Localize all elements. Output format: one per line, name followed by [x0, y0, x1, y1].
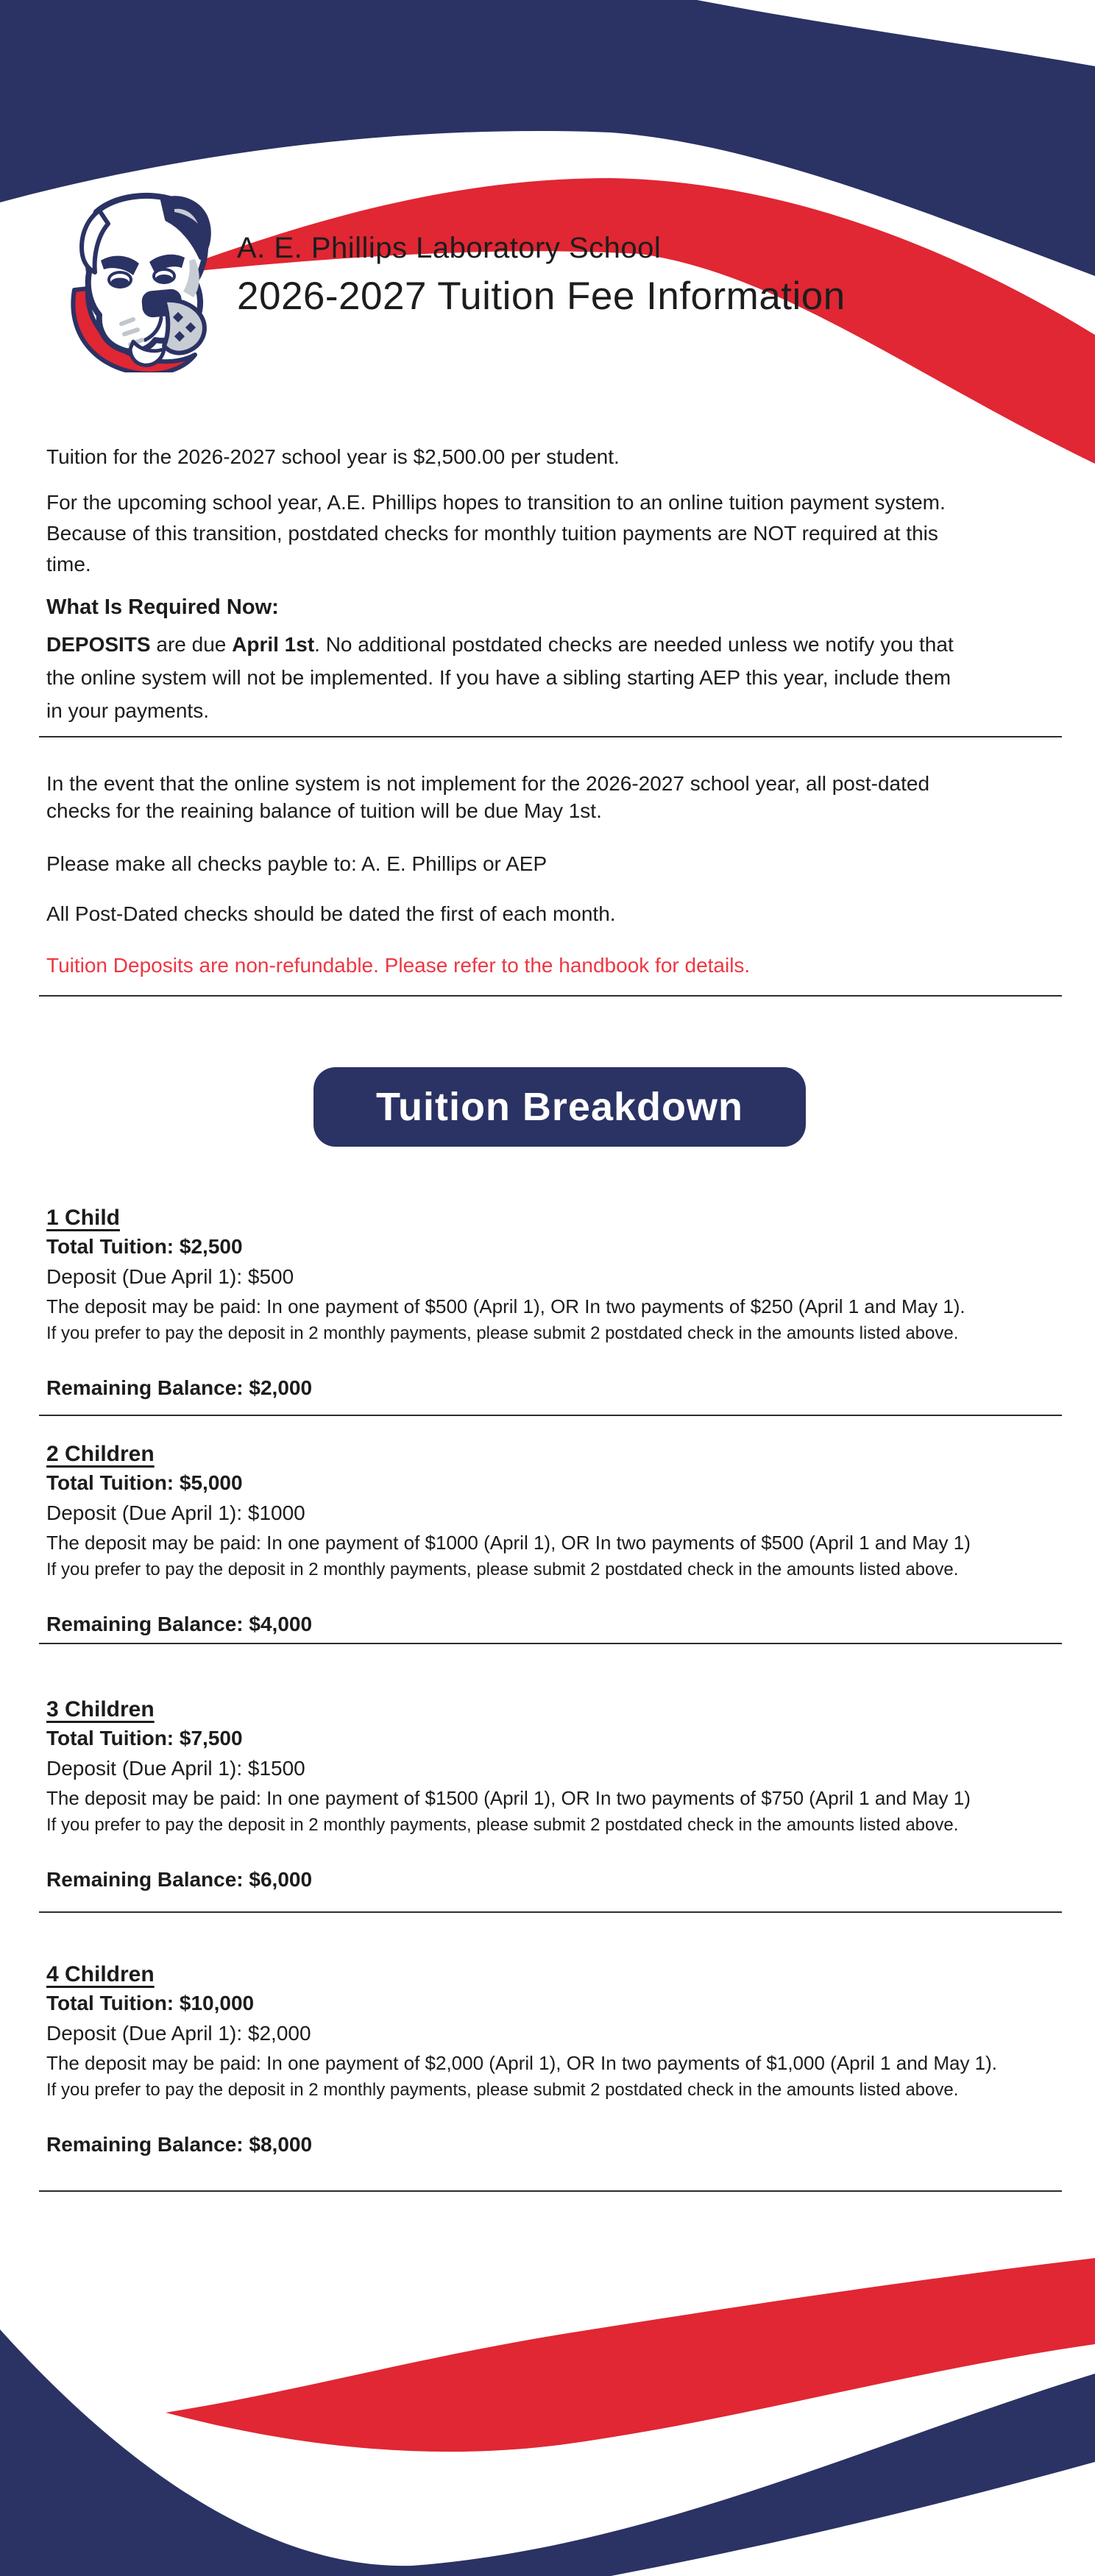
- tuition-section-1-child: [46, 1206, 1069, 1426]
- deposits-paragraph: [46, 628, 954, 727]
- paragraph-line: For the upcoming school year, A.E. Phillips hopes to transition to an online tuition payment system.: [46, 491, 946, 514]
- divider: [39, 995, 1062, 997]
- section-title: 2 Children: [46, 1442, 155, 1466]
- payment-note: If you prefer to pay the deposit in 2 monthly payments, please submit 2 postdated check in the amounts listed above.: [46, 1815, 959, 1835]
- paragraph-line: [46, 628, 954, 661]
- divider: [39, 1415, 1062, 1416]
- divider: [39, 2190, 1062, 2192]
- paragraph-line: In the event that the online system is not implement for the 2026-2027 school year, all post-dated: [46, 772, 930, 795]
- payment-note: If you prefer to pay the deposit in 2 monthly payments, please submit 2 postdated check in the amounts listed above.: [46, 1560, 959, 1579]
- tuition-breakdown-label: Tuition Breakdown: [376, 1085, 743, 1129]
- section-title: 4 Children: [46, 1962, 155, 1986]
- online-system-fallback-paragraph: [46, 770, 929, 824]
- remaining-balance: Remaining Balance: $4,000: [46, 1613, 313, 1635]
- checks-payable-paragraph: Please make all checks payble to: A. E. Phillips or AEP: [46, 852, 548, 875]
- payment-options: The deposit may be paid: In one payment of $1500 (April 1), OR In two payments of $750 (April 1 and May 1): [46, 1787, 971, 1809]
- total-tuition: Total Tuition: $10,000: [46, 1992, 255, 2014]
- text-span: . No additional postdated checks are needed unless we notify you that: [314, 633, 954, 656]
- section-title: 3 Children: [46, 1697, 155, 1722]
- tuition-breakdown-badge: [313, 1067, 806, 1147]
- remaining-balance: Remaining Balance: $6,000: [46, 1868, 313, 1891]
- online-transition-paragraph: [46, 487, 946, 580]
- section-title: 1 Child: [46, 1206, 121, 1230]
- divider: [39, 736, 1062, 737]
- deposits-bold: DEPOSITS: [46, 633, 151, 656]
- deposit-due: Deposit (Due April 1): $500: [46, 1265, 294, 1288]
- total-tuition: Total Tuition: $2,500: [46, 1235, 243, 1258]
- page-title: 2026-2027 Tuition Fee Information: [237, 275, 846, 318]
- text-span: are due: [150, 633, 233, 656]
- tuition-amount-paragraph: Tuition for the 2026-2027 school year is $2,500.00 per student.: [46, 445, 620, 468]
- paragraph-line: in your payments.: [46, 699, 209, 722]
- paragraph-line: the online system will not be implemented. If you have a sibling starting AEP this year, include them: [46, 666, 952, 689]
- payment-options: The deposit may be paid: In one payment of $2,000 (April 1), OR In two payments of $1,000 (April 1 and May 1).: [46, 2052, 998, 2074]
- deposit-due: Deposit (Due April 1): $1000: [46, 1501, 305, 1524]
- payment-options: The deposit may be paid: In one payment of $1000 (April 1), OR In two payments of $500 (April 1 and May 1): [46, 1532, 971, 1554]
- deposit-due: Deposit (Due April 1): $1500: [46, 1757, 305, 1780]
- required-now-heading: What Is Required Now:: [46, 595, 279, 619]
- non-refundable-notice: Tuition Deposits are non-refundable. Please refer to the handbook for details.: [46, 954, 751, 977]
- remaining-balance: Remaining Balance: $2,000: [46, 1376, 313, 1399]
- payment-options: The deposit may be paid: In one payment of $500 (April 1), OR In two payments of $250 (April 1 and May 1).: [46, 1295, 965, 1317]
- total-tuition: Total Tuition: $7,500: [46, 1727, 243, 1749]
- paragraph-line: checks for the reaining balance of tuition will be due May 1st.: [46, 799, 602, 822]
- total-tuition: Total Tuition: $5,000: [46, 1471, 243, 1494]
- tuition-section-2-children: [46, 1442, 1069, 1663]
- payment-note: If you prefer to pay the deposit in 2 monthly payments, please submit 2 postdated check in the amounts listed above.: [46, 2080, 959, 2100]
- remaining-balance: Remaining Balance: $8,000: [46, 2133, 313, 2156]
- payment-note: If you prefer to pay the deposit in 2 monthly payments, please submit 2 postdated check in the amounts listed above.: [46, 1323, 959, 1343]
- bulldog-mascot-icon: [54, 188, 230, 372]
- divider: [39, 1911, 1062, 1913]
- paragraph-line: time.: [46, 553, 91, 576]
- paragraph-line: Because of this transition, postdated checks for monthly tuition payments are NOT required at this: [46, 522, 938, 545]
- deposit-due: Deposit (Due April 1): $2,000: [46, 2022, 311, 2045]
- april-1st-bold: April 1st: [232, 633, 315, 656]
- divider: [39, 1643, 1062, 1644]
- school-name: A. E. Phillips Laboratory School: [237, 232, 662, 264]
- footer-wave-graphic: [0, 2208, 1095, 2576]
- postdated-checks-paragraph: All Post-Dated checks should be dated the first of each month.: [46, 902, 616, 925]
- tuition-section-3-children: [46, 1697, 1069, 1918]
- tuition-section-4-children: [46, 1962, 1069, 2183]
